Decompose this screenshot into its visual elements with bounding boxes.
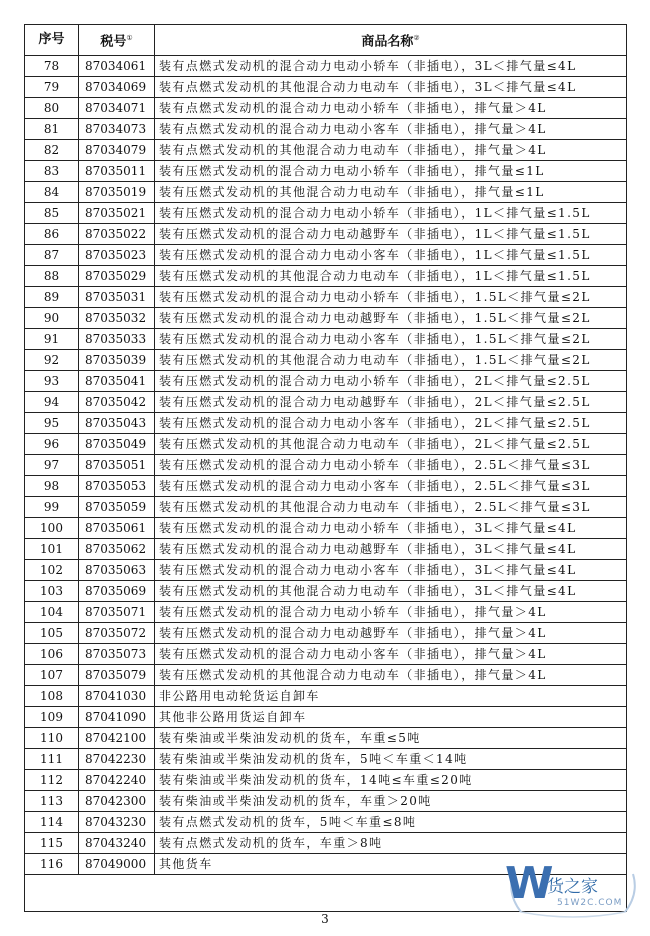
watermark-text: 货之家 [547,877,598,897]
row-name: 装有压燃式发动机的混合动力电动小轿车（非插电），2L＜排气量≤2.5L [155,371,627,392]
row-name: 装有柴油或半柴油发动机的货车，14吨≤车重≤20吨 [155,770,627,791]
table-row [25,329,627,350]
row-seq: 116 [25,854,79,875]
row-seq: 90 [25,308,79,329]
table-row [25,539,627,560]
row-code: 87035062 [79,539,155,560]
row-seq: 113 [25,791,79,812]
table-row [25,287,627,308]
row-seq: 83 [25,161,79,182]
row-name: 装有压燃式发动机的混合动力电动小客车（非插电），排气量＞4L [155,644,627,665]
row-name: 装有压燃式发动机的混合动力电动小轿车（非插电），排气量＞4L [155,602,627,623]
table-row [25,791,627,812]
table-row [25,707,627,728]
row-code: 87043240 [79,833,155,854]
row-code: 87035019 [79,182,155,203]
row-name: 装有压燃式发动机的混合动力电动越野车（非插电），1.5L＜排气量≤2L [155,308,627,329]
table-row [25,602,627,623]
table-row [25,371,627,392]
row-name: 装有压燃式发动机的混合动力电动小轿车（非插电），排气量≤1L [155,161,627,182]
row-name: 装有压燃式发动机的混合动力电动小客车（非插电），2.5L＜排气量≤3L [155,476,627,497]
row-seq: 81 [25,119,79,140]
row-seq: 94 [25,392,79,413]
row-code: 87035042 [79,392,155,413]
row-seq: 98 [25,476,79,497]
row-code: 87035063 [79,560,155,581]
row-code: 87035051 [79,455,155,476]
row-seq: 96 [25,434,79,455]
table-row [25,56,627,77]
row-code: 87035073 [79,644,155,665]
row-code: 87035011 [79,161,155,182]
row-seq: 86 [25,224,79,245]
row-name: 装有压燃式发动机的混合动力电动小轿车（非插电），1L＜排气量≤1.5L [155,203,627,224]
row-code: 87035033 [79,329,155,350]
table-row [25,350,627,371]
row-seq: 110 [25,728,79,749]
table-row [25,686,627,707]
table-row [25,623,627,644]
row-seq: 79 [25,77,79,98]
row-seq: 80 [25,98,79,119]
row-code: 87034071 [79,98,155,119]
row-seq: 105 [25,623,79,644]
row-code: 87035031 [79,287,155,308]
row-code: 87041030 [79,686,155,707]
row-code: 87035023 [79,245,155,266]
row-seq: 99 [25,497,79,518]
row-code: 87035032 [79,308,155,329]
table-row [25,434,627,455]
table-row [25,224,627,245]
row-code: 87042100 [79,728,155,749]
tariff-table [24,24,627,912]
row-seq: 108 [25,686,79,707]
row-seq: 101 [25,539,79,560]
table-row [25,182,627,203]
row-code: 87034079 [79,140,155,161]
table-row [25,77,627,98]
row-code: 87035072 [79,623,155,644]
row-code: 87043230 [79,812,155,833]
table-row [25,203,627,224]
row-seq: 84 [25,182,79,203]
row-code: 87035053 [79,476,155,497]
row-name: 装有柴油或半柴油发动机的货车，车重＞20吨 [155,791,627,812]
row-name: 装有压燃式发动机的其他混合动力电动车（非插电），3L＜排气量≤4L [155,581,627,602]
row-seq: 82 [25,140,79,161]
row-seq: 97 [25,455,79,476]
row-seq: 104 [25,602,79,623]
table-row [25,644,627,665]
row-seq: 103 [25,581,79,602]
row-seq: 85 [25,203,79,224]
row-name: 装有压燃式发动机的其他混合动力电动车（非插电），1L＜排气量≤1.5L [155,266,627,287]
row-name: 装有点燃式发动机的货车，车重＞8吨 [155,833,627,854]
row-code: 87035049 [79,434,155,455]
row-seq: 115 [25,833,79,854]
row-code: 87042240 [79,770,155,791]
table-row [25,476,627,497]
row-code: 87035061 [79,518,155,539]
row-seq: 93 [25,371,79,392]
row-seq: 102 [25,560,79,581]
table-row [25,308,627,329]
row-name: 装有压燃式发动机的混合动力电动越野车（非插电），2L＜排气量≤2.5L [155,392,627,413]
table-body [25,56,627,875]
row-seq: 112 [25,770,79,791]
row-name: 装有压燃式发动机的混合动力电动小客车（非插电），2L＜排气量≤2.5L [155,413,627,434]
table-row [25,245,627,266]
row-seq: 78 [25,56,79,77]
header-name: 商品名称② [155,25,627,56]
row-code: 87042230 [79,749,155,770]
table-row [25,833,627,854]
row-name: 装有压燃式发动机的混合动力电动越野车（非插电），排气量＞4L [155,623,627,644]
table-row [25,392,627,413]
watermark-w: W [505,858,554,909]
table-row [25,560,627,581]
header-seq: 序号 [25,25,79,56]
row-name: 装有点燃式发动机的混合动力电动小轿车（非插电），3L＜排气量≤4L [155,56,627,77]
row-seq: 107 [25,665,79,686]
row-name: 装有点燃式发动机的货车，5吨＜车重≤8吨 [155,812,627,833]
row-seq: 88 [25,266,79,287]
table-row [25,581,627,602]
row-code: 87035029 [79,266,155,287]
row-name: 装有点燃式发动机的其他混合动力电动车（非插电），3L＜排气量≤4L [155,77,627,98]
row-code: 87034073 [79,119,155,140]
table-row [25,518,627,539]
row-code: 87035079 [79,665,155,686]
row-code: 87041090 [79,707,155,728]
row-seq: 109 [25,707,79,728]
row-seq: 89 [25,287,79,308]
table-row [25,665,627,686]
row-name: 非公路用电动轮货运自卸车 [155,686,627,707]
row-name: 装有压燃式发动机的混合动力电动小客车（非插电），3L＜排气量≤4L [155,560,627,581]
row-seq: 106 [25,644,79,665]
row-seq: 87 [25,245,79,266]
table-row [25,140,627,161]
row-name: 装有压燃式发动机的混合动力电动小客车（非插电），1L＜排气量≤1.5L [155,245,627,266]
row-name: 装有柴油或半柴油发动机的货车，车重≤5吨 [155,728,627,749]
table-row [25,812,627,833]
table-row [25,770,627,791]
row-code: 87049000 [79,854,155,875]
table-row [25,497,627,518]
row-code: 87035039 [79,350,155,371]
row-name: 装有压燃式发动机的其他混合动力电动车（非插电），排气量＞4L [155,665,627,686]
footnote-mark-1: ① [126,33,133,42]
row-seq: 95 [25,413,79,434]
row-code: 87034069 [79,77,155,98]
table-row [25,98,627,119]
row-name: 装有点燃式发动机的混合动力电动小客车（非插电），排气量＞4L [155,119,627,140]
table-row [25,266,627,287]
row-name: 装有压燃式发动机的混合动力电动小轿车（非插电），3L＜排气量≤4L [155,518,627,539]
table-row [25,749,627,770]
row-name: 装有压燃式发动机的混合动力电动小轿车（非插电），2.5L＜排气量≤3L [155,455,627,476]
row-name: 装有压燃式发动机的混合动力电动小客车（非插电），1.5L＜排气量≤2L [155,329,627,350]
table-row [25,728,627,749]
row-name: 装有压燃式发动机的混合动力电动越野车（非插电），1L＜排气量≤1.5L [155,224,627,245]
row-name: 其他非公路用货运自卸车 [155,707,627,728]
row-name: 装有压燃式发动机的混合动力电动越野车（非插电），3L＜排气量≤4L [155,539,627,560]
table-row [25,455,627,476]
row-name: 装有压燃式发动机的其他混合动力电动车（非插电），排气量≤1L [155,182,627,203]
row-name: 装有点燃式发动机的其他混合动力电动车（非插电），排气量＞4L [155,140,627,161]
row-name: 装有点燃式发动机的混合动力电动小轿车（非插电），排气量＞4L [155,98,627,119]
row-code: 87035043 [79,413,155,434]
header-code: 税号① [79,25,155,56]
row-code: 87035021 [79,203,155,224]
row-name: 装有柴油或半柴油发动机的货车，5吨＜车重＜14吨 [155,749,627,770]
row-seq: 111 [25,749,79,770]
watermark-logo [505,858,643,920]
table-row [25,161,627,182]
row-name: 装有压燃式发动机的其他混合动力电动车（非插电），2L＜排气量≤2.5L [155,434,627,455]
table-row [25,413,627,434]
table-row [25,119,627,140]
row-code: 87042300 [79,791,155,812]
row-name: 其他货车 [155,854,627,875]
row-code: 87035022 [79,224,155,245]
row-seq: 114 [25,812,79,833]
row-code: 87035059 [79,497,155,518]
table-header-row [25,25,627,56]
row-name: 装有压燃式发动机的其他混合动力电动车（非插电），2.5L＜排气量≤3L [155,497,627,518]
footnote-mark-2: ② [413,33,420,42]
row-code: 87035069 [79,581,155,602]
watermark-domain: 51W2C.COM [557,898,623,908]
row-name: 装有压燃式发动机的其他混合动力电动车（非插电），1.5L＜排气量≤2L [155,350,627,371]
row-seq: 100 [25,518,79,539]
row-seq: 91 [25,329,79,350]
row-code: 87035041 [79,371,155,392]
page-number: 3 [321,912,329,926]
row-code: 87034061 [79,56,155,77]
row-seq: 92 [25,350,79,371]
row-code: 87035071 [79,602,155,623]
row-name: 装有压燃式发动机的混合动力电动小轿车（非插电），1.5L＜排气量≤2L [155,287,627,308]
